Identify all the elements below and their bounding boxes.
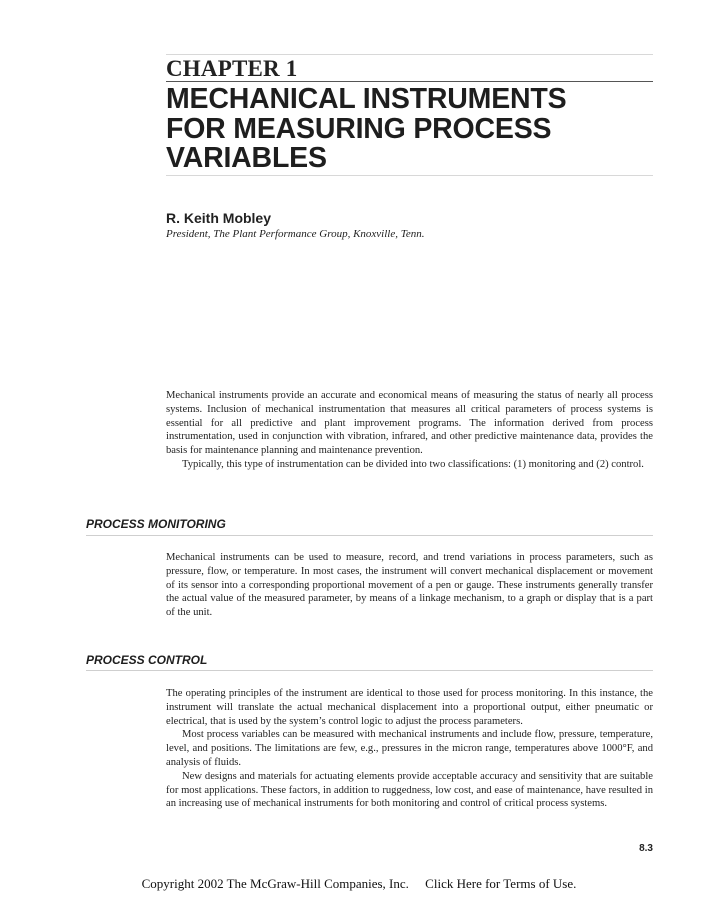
terms-of-use-link[interactable]: Click Here for Terms of Use. bbox=[425, 876, 577, 891]
footer bbox=[0, 876, 718, 892]
section-heading-process-control: PROCESS CONTROL bbox=[86, 653, 208, 667]
author-name: R. Keith Mobley bbox=[166, 210, 272, 226]
paragraph: Most process variables can be measured with mechanical instruments and include flow, pressure, temperature, level, and positions. The limitations are few, e.g., pressures in the micron range, temperatures above 1000°F, and analysis of fluids. bbox=[166, 729, 653, 768]
paragraph: Mechanical instruments provide an accurate and economical means of measuring the status of nearly all process systems. Inclusion of mechanical instrumentation that measures all critical parameters of process systems is essential for all predictive and plant improvement programs. The information derived from process instrumentation, used in conjunction with vibration, infrared, and other predictive maintenance data, provides the basis for maintenance planning and maintenance prevention. bbox=[166, 390, 653, 457]
paragraph: Typically, this type of instrumentation can be divided into two classifications: (1) monitoring and (2) control. bbox=[182, 458, 644, 470]
intro-text bbox=[166, 389, 653, 472]
title-rule bbox=[166, 175, 653, 176]
section-heading-process-monitoring: PROCESS MONITORING bbox=[86, 517, 226, 531]
process-control-text bbox=[166, 687, 653, 811]
paragraph: The operating principles of the instrument are identical to those used for process monitoring. In this instance, the instrument will translate the actual mechanical displacement into a proportional output, either pneumatic or electrical, that is used by the system’s control logic to adjust the process parameters. bbox=[166, 688, 653, 727]
chapter-title-line: VARIABLES bbox=[166, 142, 327, 174]
process-monitoring-text bbox=[166, 551, 653, 620]
chapter-rule bbox=[166, 81, 653, 82]
chapter-title-line: FOR MEASURING PROCESS bbox=[166, 112, 552, 145]
section-rule bbox=[86, 670, 653, 671]
chapter-title-line: MECHANICAL INSTRUMENTS bbox=[166, 83, 567, 115]
chapter-title bbox=[166, 85, 653, 174]
author-affiliation: President, The Plant Performance Group, Knoxville, Tenn. bbox=[166, 228, 425, 240]
copyright-text: Copyright 2002 The McGraw-Hill Companies, Inc. bbox=[141, 876, 409, 891]
section-rule bbox=[86, 535, 653, 536]
chapter-label: CHAPTER 1 bbox=[166, 56, 298, 81]
top-rule bbox=[166, 54, 653, 55]
paragraph: New designs and materials for actuating elements provide acceptable accuracy and sensitivity that are suitable for most applications. These factors, in addition to ruggedness, low cost, and ease of maintenance, have resulted in an increasing use of mechanical instruments for both monitoring and control of critical process systems. bbox=[166, 770, 653, 810]
page-number: 8.3 bbox=[639, 843, 653, 854]
paragraph: Mechanical instruments can be used to measure, record, and trend variations in process parameters, such as pressure, flow, or temperature. In most cases, the instrument will convert mechanical displacement or movement of its sensor into a corresponding proportional movement of a pen or gauge. These instruments generally transfer the actual value of the measured parameter, by means of a linkage mechanism, to a graph or display that is a part of the unit. bbox=[166, 552, 653, 619]
